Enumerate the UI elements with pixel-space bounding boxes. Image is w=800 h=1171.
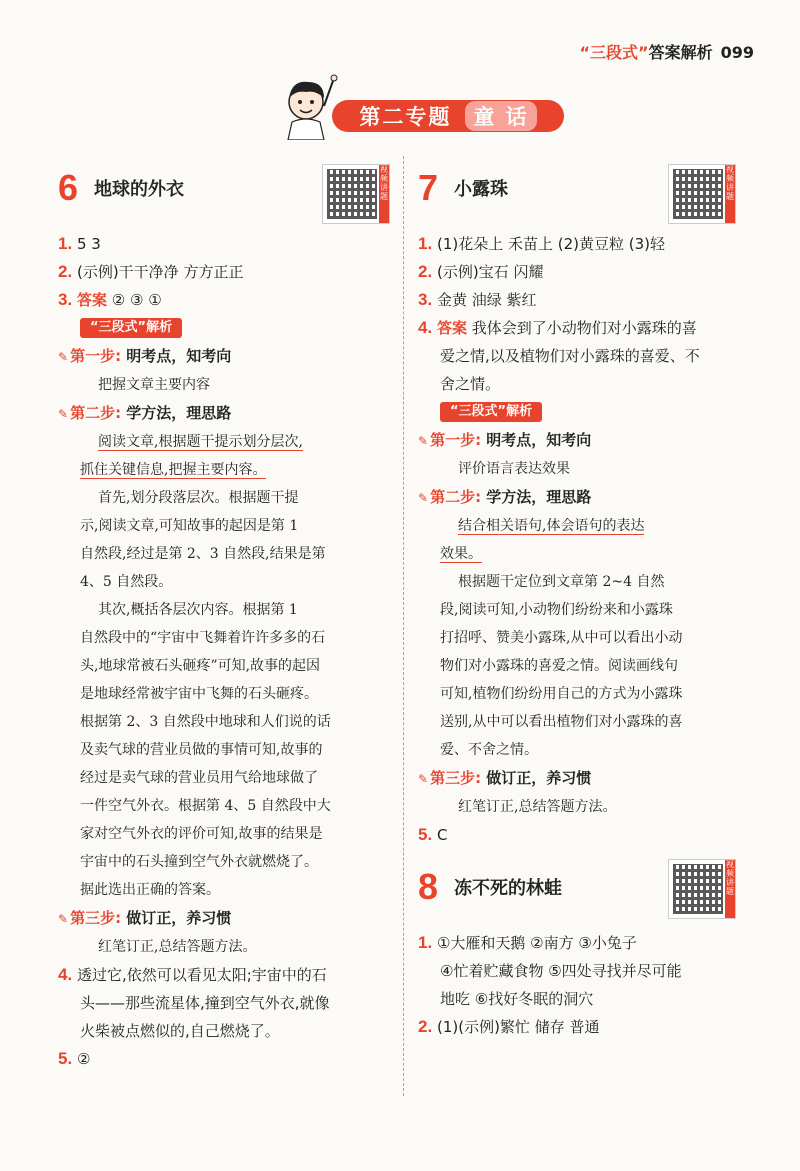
step-1 bbox=[58, 342, 398, 371]
para-line: 物们对小露珠的喜爱之情。阅读画线句 bbox=[440, 658, 678, 674]
para-line: 及卖气球的营业员做的事情可知,故事的 bbox=[80, 742, 323, 758]
para-line: 可知,植物们纷纷用自己的方式为小露珠 bbox=[440, 686, 683, 702]
left-column bbox=[58, 164, 398, 1073]
method-line bbox=[58, 428, 398, 456]
qr-code-icon[interactable] bbox=[322, 164, 390, 224]
step-title: 学方法，理思路 bbox=[126, 404, 232, 422]
analysis-tag: “三段式”解析 bbox=[80, 318, 182, 338]
step-number: 第一步: bbox=[430, 431, 482, 449]
answer-1-cont: ④忙着贮藏食物 ⑤四处寻找并尽可能 bbox=[440, 962, 682, 980]
para-line: 爱、不舍之情。 bbox=[440, 742, 538, 758]
lesson-number: 6 bbox=[58, 167, 79, 208]
answer-1: 1. 5 3 bbox=[58, 234, 101, 253]
answer-5: 5. C bbox=[418, 825, 448, 844]
method-line bbox=[418, 540, 758, 568]
step-1 bbox=[418, 426, 758, 455]
answer-3: 3. 答案 ② ③ ① bbox=[58, 290, 162, 309]
method-line bbox=[418, 512, 758, 540]
qr-code-icon[interactable] bbox=[668, 859, 736, 919]
step-number: 第三步: bbox=[430, 769, 482, 787]
answer-label: 答案 bbox=[76, 291, 107, 309]
answer-1-text: ①大雁和天鹅 ②南方 ③小兔子 bbox=[436, 934, 637, 952]
step-title: 明考点，知考向 bbox=[126, 347, 232, 365]
qr-pattern bbox=[673, 864, 723, 914]
para-line: 宇宙中的石头撞到空气外衣就燃烧了。 bbox=[80, 854, 318, 870]
method-text: 效果。 bbox=[440, 546, 482, 562]
answer-2: 2. (示例)宝石 闪耀 bbox=[418, 262, 544, 281]
para-line: 据此选出正确的答案。 bbox=[80, 882, 220, 898]
step-3 bbox=[418, 764, 758, 793]
step-1-body: 评价语言表达效果 bbox=[458, 461, 570, 477]
answer-4-cont: 火柴被点燃似的,自己燃烧了。 bbox=[80, 1022, 280, 1040]
answer-2-text: (示例)宝石 闪耀 bbox=[436, 263, 544, 281]
para-line: 自然段,经过是第 2、3 自然段,结果是第 bbox=[80, 546, 326, 562]
answer-3: 3. 金黄 油绿 紫红 bbox=[418, 290, 537, 309]
page-header bbox=[580, 40, 754, 63]
answer-4: 4. 透过它,依然可以看见太阳;宇宙中的石 bbox=[58, 965, 327, 984]
method-text: 结合相关语句,体会语句的表达 bbox=[458, 518, 645, 534]
answer-2-text: (示例)干干净净 方方正正 bbox=[76, 263, 244, 281]
qr-pattern bbox=[673, 169, 723, 219]
para-line: 送别,从中可以看出植物们对小露珠的喜 bbox=[440, 714, 683, 730]
answer-2-text: (1)(示例)繁忙 储存 普通 bbox=[436, 1018, 600, 1036]
section-subtitle: 童 话 bbox=[465, 101, 536, 131]
answer-1-text: (1)花朵上 禾苗上 (2)黄豆粒 (3)轻 bbox=[436, 235, 666, 253]
lesson-title: 小露珠 bbox=[454, 179, 508, 200]
method-text: 抓住关键信息,把握主要内容。 bbox=[80, 462, 267, 478]
answer-4-text: 我体会到了小动物们对小露珠的喜 bbox=[471, 319, 697, 337]
header-brand-rest: 答案解析 bbox=[648, 43, 713, 62]
answer-2: 2. (1)(示例)繁忙 储存 普通 bbox=[418, 1017, 600, 1036]
step-title: 做订正，养习惯 bbox=[126, 909, 232, 927]
answer-4-text: 透过它,依然可以看见太阳;宇宙中的石 bbox=[76, 966, 327, 984]
answer-label: 答案 bbox=[436, 319, 467, 337]
para-line: 首先,划分段落层次。根据题干提 bbox=[98, 490, 299, 506]
para-line: 根据题干定位到文章第 2~4 自然 bbox=[458, 574, 665, 590]
method-text: 阅读文章,根据题干提示划分层次, bbox=[98, 434, 303, 450]
analysis-tag: “三段式”解析 bbox=[440, 402, 542, 422]
pen-icon: ✎ bbox=[58, 350, 69, 364]
answer-2: 2. (示例)干干净净 方方正正 bbox=[58, 262, 244, 281]
qr-code-icon[interactable] bbox=[668, 164, 736, 224]
para-line: 段,阅读可知,小动物们纷纷来和小露珠 bbox=[440, 602, 673, 618]
para-line: 其次,概括各层次内容。根据第 1 bbox=[98, 602, 298, 618]
section-title bbox=[332, 100, 564, 132]
answer-5: 5. ② bbox=[58, 1049, 91, 1068]
para-line: 经过是卖气球的营业员用气给地球做了 bbox=[80, 770, 318, 786]
method-line bbox=[58, 456, 398, 484]
step-3-body: 红笔订正,总结答题方法。 bbox=[98, 939, 257, 955]
step-2 bbox=[418, 483, 758, 512]
step-2 bbox=[58, 399, 398, 428]
answer-4-cont: 舍之情。 bbox=[440, 375, 501, 393]
answer-4: 4. 答案 我体会到了小动物们对小露珠的喜 bbox=[418, 318, 697, 337]
step-3-body: 红笔订正,总结答题方法。 bbox=[458, 799, 617, 815]
para-line: 根据第 2、3 自然段中地球和人们说的话 bbox=[80, 714, 331, 730]
step-number: 第二步: bbox=[430, 488, 482, 506]
para-line: 一件空气外衣。根据第 4、5 自然段中大 bbox=[80, 798, 331, 814]
para-line: 示,阅读文章,可知故事的起因是第 1 bbox=[80, 518, 299, 534]
step-title: 学方法，理思路 bbox=[486, 488, 592, 506]
qr-tab-label: 视频讲题 bbox=[725, 860, 735, 918]
page-number: 099 bbox=[720, 43, 754, 62]
answer-1-text: 5 3 bbox=[76, 235, 101, 253]
section-banner bbox=[270, 72, 560, 140]
lesson-number: 7 bbox=[418, 167, 439, 208]
pen-icon: ✎ bbox=[58, 407, 69, 421]
pen-icon: ✎ bbox=[418, 491, 429, 505]
pen-icon: ✎ bbox=[418, 772, 429, 786]
answer-3-text: 金黄 油绿 紫红 bbox=[436, 291, 537, 309]
answer-4-cont: 爱之情,以及植物们对小露珠的喜爱、不 bbox=[440, 347, 700, 365]
answer-1: 1. (1)花朵上 禾苗上 (2)黄豆粒 (3)轻 bbox=[418, 234, 666, 253]
lesson-title: 冻不死的林蛙 bbox=[454, 878, 562, 899]
answer-5-text: ② bbox=[76, 1050, 91, 1068]
step-title: 做订正，养习惯 bbox=[486, 769, 592, 787]
right-column bbox=[418, 164, 758, 1041]
pen-icon: ✎ bbox=[58, 912, 69, 926]
lesson-title: 地球的外衣 bbox=[94, 179, 184, 200]
step-title: 明考点，知考向 bbox=[486, 431, 592, 449]
qr-tab-label: 视频讲题 bbox=[379, 165, 389, 223]
answer-5-text: C bbox=[436, 826, 448, 844]
header-brand-quoted: “三段式” bbox=[579, 43, 649, 62]
column-divider bbox=[403, 156, 404, 1096]
qr-pattern bbox=[327, 169, 377, 219]
qr-tab-label: 视频讲题 bbox=[725, 165, 735, 223]
answer-3-text: ② ③ ① bbox=[111, 291, 162, 309]
section-title-text: 第二专题 bbox=[359, 105, 452, 129]
step-number: 第三步: bbox=[70, 909, 122, 927]
para-line: 4、5 自然段。 bbox=[80, 574, 173, 590]
step-number: 第一步: bbox=[70, 347, 122, 365]
answer-1: 1. ①大雁和天鹅 ②南方 ③小兔子 bbox=[418, 933, 637, 952]
lesson-number: 8 bbox=[418, 866, 439, 907]
step-3 bbox=[58, 904, 398, 933]
answer-4-cont: 头——那些流星体,撞到空气外衣,就像 bbox=[80, 994, 330, 1012]
para-line: 家对空气外衣的评价可知,故事的结果是 bbox=[80, 826, 323, 842]
para-line: 头,地球常被石头砸疼”可知,故事的起因 bbox=[80, 658, 321, 674]
para-line: 打招呼、赞美小露珠,从中可以看出小动 bbox=[440, 630, 683, 646]
step-number: 第二步: bbox=[70, 404, 122, 422]
step-1-body: 把握文章主要内容 bbox=[98, 377, 210, 393]
answer-1-cont: 地吃 ⑥找好冬眠的洞穴 bbox=[440, 990, 594, 1008]
pen-icon: ✎ bbox=[418, 434, 429, 448]
para-line: 是地球经常被宇宙中飞舞的石头砸疼。 bbox=[80, 686, 318, 702]
para-line: 自然段中的“宇宙中飞舞着许许多多的石 bbox=[80, 630, 326, 646]
bleed-through-text bbox=[440, 22, 596, 41]
